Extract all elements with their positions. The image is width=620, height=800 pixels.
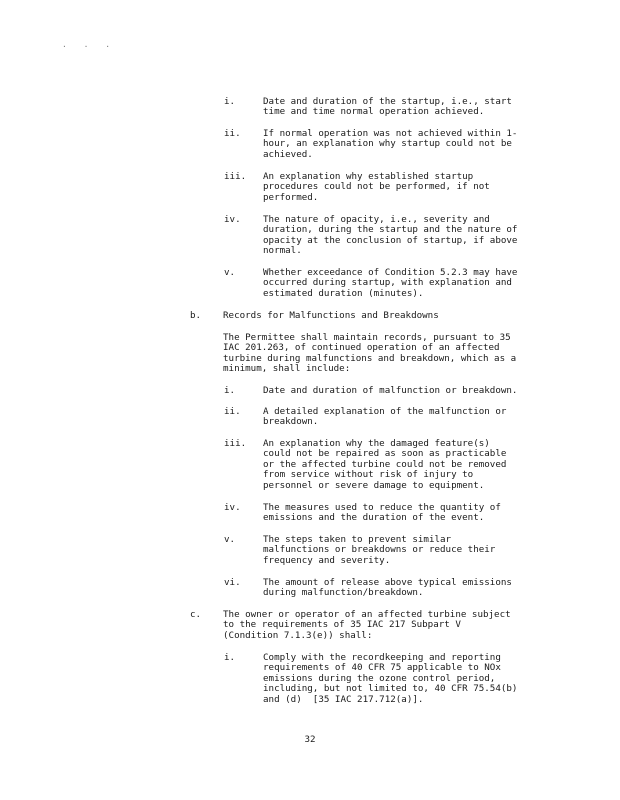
page-number: 32 (304, 734, 316, 745)
item-text: An explanation why the damaged feature(s) could not be repaired as soon as practicable or the affected turbine could not be removed from service without risk of injury to personnel or severe damage to equipment. (263, 438, 507, 491)
item-number: vi. (224, 577, 241, 588)
item-text: Date and duration of the startup, i.e., start time and time normal operation achieved. (263, 96, 512, 118)
item-number: ii. (224, 128, 241, 139)
item-text: The measures used to reduce the quantity of emissions and the duration of the event. (263, 502, 501, 524)
item-number: iv. (224, 502, 241, 513)
item-text: Date and duration of malfunction or breakdown. (263, 385, 518, 396)
item-number: i. (224, 652, 236, 663)
item-text: Whether exceedance of Condition 5.2.3 may have occurred during startup, with explanation and estimated duration (minutes). (263, 267, 518, 299)
item-number: iv. (224, 214, 241, 225)
item-number: iii. (224, 171, 247, 182)
item-text: The nature of opacity, i.e., severity and duration, during the startup and the nature of opacity at the conclusion of startup, if above normal. (263, 214, 518, 257)
header-mark: . . . (62, 40, 117, 49)
paragraph-text: The owner or operator of an affected turbine subject to the requirements of 35 IAC 217 Subpart V (Condition 7.1.3(e)) shall: (223, 609, 511, 641)
item-text: Comply with the recordkeeping and reporting requirements of 40 CFR 75 applicable to NOx emissions during the ozone control period, including, but not limited to, 40 CFR 75.54(b) and (d) [35 IAC 217.712(a)]. (263, 652, 518, 705)
item-text: The amount of release above typical emissions during malfunction/breakdown. (263, 577, 512, 599)
section-letter: b. (190, 310, 202, 321)
item-number: i. (224, 385, 236, 396)
item-number: i. (224, 96, 236, 107)
section-title: Records for Malfunctions and Breakdowns (223, 310, 439, 321)
item-text: The steps taken to prevent similar malfunctions or breakdowns or reduce their frequency and severity. (263, 534, 496, 566)
item-text: If normal operation was not achieved within 1- hour, an explanation why startup could not be achieved. (263, 128, 518, 160)
item-text: A detailed explanation of the malfunction or breakdown. (263, 406, 507, 428)
item-text: An explanation why established startup procedures could not be performed, if not performed. (263, 171, 490, 203)
section-letter: c. (190, 609, 202, 620)
item-number: v. (224, 534, 236, 545)
item-number: iii. (224, 438, 247, 449)
item-number: ii. (224, 406, 241, 417)
paragraph-text: The Permittee shall maintain records, pursuant to 35 IAC 201.263, of continued operation of an affected turbine during malfunctions and breakdown, which as a minimum, shall include: (223, 332, 517, 375)
item-number: v. (224, 267, 236, 278)
